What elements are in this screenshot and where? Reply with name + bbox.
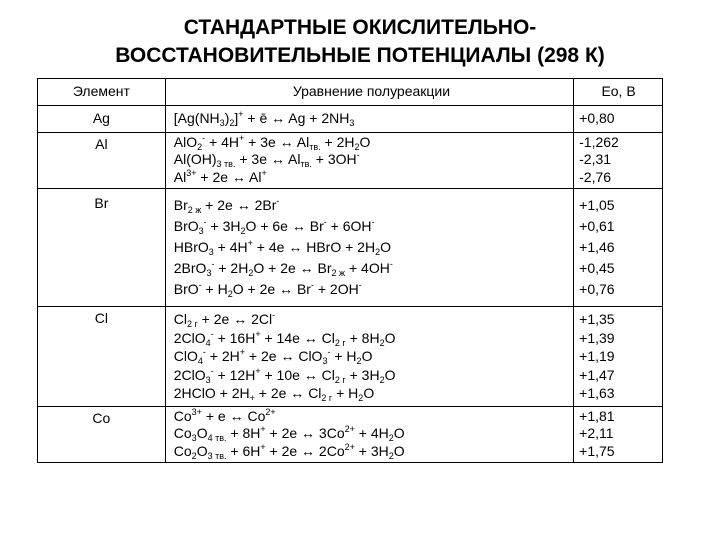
element-cell: Cl [38, 307, 166, 407]
potential-value: +0,80 [579, 110, 615, 126]
potential-value: +1,47 [579, 366, 615, 383]
equation-line: $2BrO_3^- + 2H_2O + 2e$ ↔ $Br_{2 ж} + 4OH^-$ [173, 259, 393, 278]
table-header-row [38, 79, 663, 106]
potential-value: +1,75 [579, 442, 615, 459]
element-cell: Br [38, 189, 166, 307]
equation-line: ClO$_4$- + 2H+ + 2e ↔ $ClO_3^- + H_2O$ [173, 347, 373, 366]
potential-value: +1,05 [579, 197, 615, 213]
equation-line: $BrO^- + H_2O + 2e$ ↔ Br- + 2OH- [173, 280, 362, 299]
table-row [38, 132, 663, 189]
equation-line: $Cl_{2 г} + 2e$ ↔ 2Cl- [173, 310, 276, 329]
equation-line: 2HClO + $2H_+ + 2e$ ↔ $Cl_{2 г} + H_2O$ [173, 385, 375, 403]
equation-line: 2ClO$_4$- + 16H+ + 14e ↔ $Cl_{2 г} + 8H_2O$ [173, 328, 396, 348]
potential-value: +1,81 [579, 407, 615, 424]
header-element: Элемент [38, 79, 166, 106]
equation-line: $[Ag(NH_3)_2]^+$ + ē ↔ $Ag + 2NH_3$ [173, 109, 355, 128]
title-line-2: ВОССТАНОВИТЕЛЬНЫЕ ПОТЕНЦИАЛЫ (298 К) [115, 44, 605, 67]
potential-value: +1,39 [579, 329, 615, 346]
equation-line: AlO$_2$- + 4H+ + 3e ↔ $Al_{тв.} + 2H_2O$ [173, 132, 371, 152]
equation-cell [165, 106, 573, 133]
potential-cell [574, 132, 663, 189]
potential-value: +2,11 [579, 425, 614, 441]
equation-cell [165, 406, 573, 463]
page-title [0, 14, 720, 70]
potential-value: +0,45 [579, 260, 615, 276]
title-line-1: СТАНДАРТНЫЕ ОКИСЛИТЕЛЬНО- [183, 16, 537, 39]
potential-cell [574, 307, 663, 407]
potential-value: +1,19 [579, 348, 615, 364]
equation-line: $Co_2O_{3 тв.} + 6H^+ + 2e$ ↔ $2Co^{2+} + 3H_2O$ [173, 441, 405, 461]
equation-line: $Al^{3+} + 2e$ ↔ Al+ [173, 167, 267, 185]
potential-value: -2,31 [579, 151, 612, 167]
header-potential: Eo, В [574, 79, 663, 106]
table-row [38, 106, 663, 133]
potential-value: +1,35 [579, 311, 615, 327]
equation-line: $Al(OH)_{3 тв.} + 3e$ ↔ $Al_{тв.} + 3OH^-$ [173, 150, 360, 169]
header-equation: Уравнение полуреакции [165, 79, 573, 106]
equation-line: $BrO_3^- + 3H_2O + 6e$ ↔ Br- + 6OH- [173, 217, 375, 236]
element-cell: Co [38, 406, 166, 463]
equation-cell [165, 132, 573, 189]
potential-value: +0,76 [579, 281, 615, 297]
potential-value: +0,61 [579, 218, 615, 234]
element-cell: Ag [38, 106, 166, 133]
equation-line: $Co^{3+} + e$ ↔ $Co^{2+}$ [173, 406, 276, 424]
table-row [38, 189, 663, 307]
table-row [38, 307, 663, 407]
potential-value: -1,262 [579, 133, 619, 150]
table-row [38, 406, 663, 463]
potential-value: +1,63 [579, 385, 615, 401]
potential-cell [574, 406, 663, 463]
equation-line: $Br_{2 ж} + 2e$ ↔ 2Br- [173, 196, 280, 215]
potential-value: -2,76 [579, 168, 612, 185]
equation-cell [165, 307, 573, 407]
equation-line: $Co_3O_{4 тв.} + 8H^+ + 2e$ ↔ $3Co^{2+} + 4H_2O$ [173, 424, 405, 443]
potential-cell [574, 189, 663, 307]
potential-cell [574, 106, 663, 133]
potential-value: +1,46 [579, 239, 615, 255]
potentials-table [37, 78, 663, 463]
equation-line: 2ClO$_3$- + 12H+ + 10e ↔ $Cl_{2 г} + 3H_2O$ [173, 365, 396, 385]
equation-cell [165, 189, 573, 307]
equation-line: HBrO$_3$ + 4H+ + 4e ↔ HBrO + $2H_2O$ [173, 238, 391, 257]
element-cell: Al [38, 132, 166, 189]
